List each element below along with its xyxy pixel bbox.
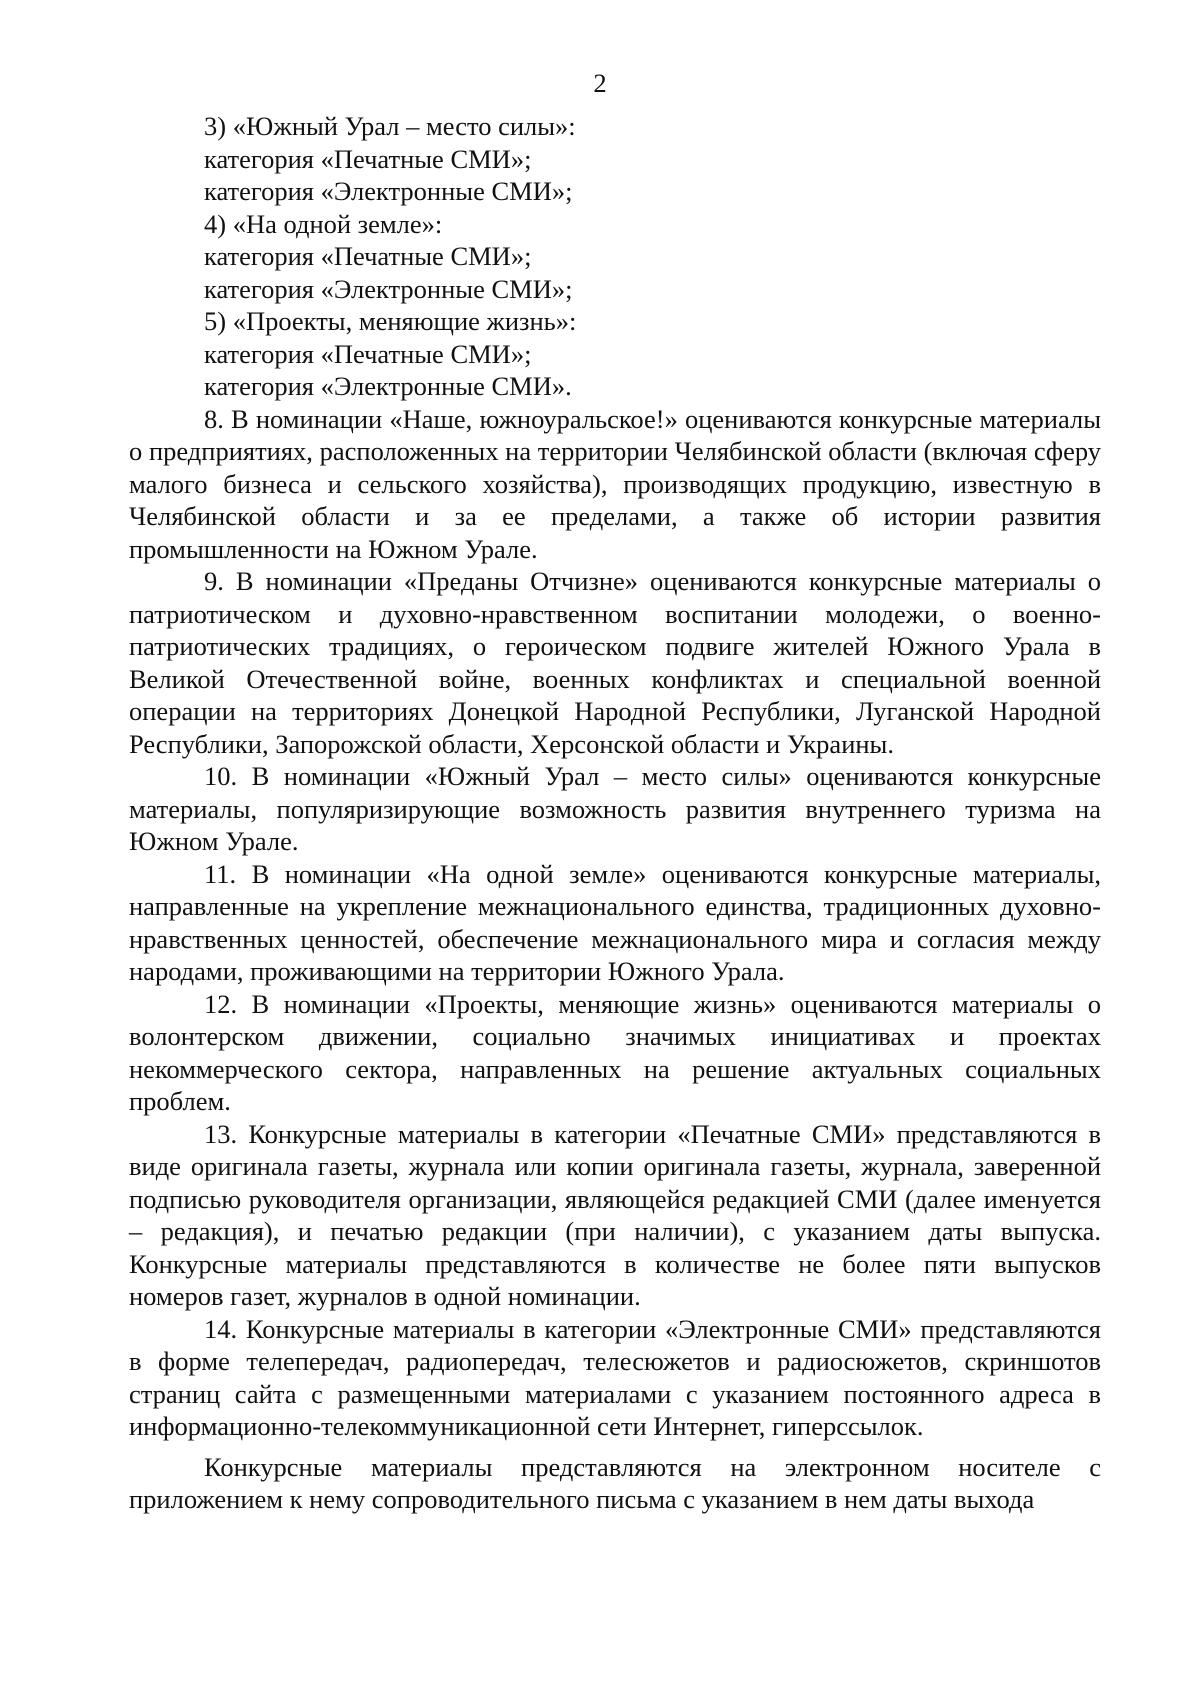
list-item: категория «Печатные СМИ»; [204, 143, 532, 174]
paragraph-13: 13. Конкурсные материалы в категории «Печатные СМИ» представляются в виде оригинала газеты, журнала или копии оригинала газеты, журнала, заверенной подписью руководителя организации, являющейся редакцией СМИ (далее именуется – редакция), и печатью редакции (при наличии), с указанием даты выпуска. Конкурсные материалы представляются в количестве не более пяти выпусков номеров газет, журналов в одной номинации. [129, 1118, 1101, 1311]
list-item: 3) «Южный Урал – место силы»: [204, 111, 576, 141]
paragraph-9: 9. В номинации «Преданы Отчизне» оцениваются конкурсные материалы о патриотическом и духовно-нравственном воспитании молодежи, о военно-патриотических традициях, о героическом подвиге жителей Южного Урала в Великой Отечественной войне, военных конфликтах и специальной военной операции на территориях Донецкой Народной Республики, Луганской Народной Республики, Запорожской области, Херсонской области и Украины. [129, 566, 1101, 759]
paragraph-gap [129, 1443, 1101, 1451]
list-item: 5) «Проекты, меняющие жизнь»: [204, 306, 577, 336]
closing-paragraph: Конкурсные материалы представляются на электронном носителе с приложением к нему сопроводительного письма с указанием в нем даты выхода [129, 1451, 1101, 1514]
page-number: 2 [593, 68, 607, 98]
list-item: категория «Печатные СМИ»; [204, 241, 532, 271]
paragraph-8: 8. В номинации «Наше, южноуральское!» оцениваются конкурсные материалы о предприятиях, расположенных на территории Челябинской области (включая сферу малого бизнеса и сельского хозяйства), производящих продукцию, известную в Челябинской области и за ее пределами, а также об истории развития промышленности на Южном Урале. [129, 403, 1101, 564]
paragraph-14: 14. Конкурсные материалы в категории «Электронные СМИ» представляются в форме телепередач, радиопередач, телесюжетов и радиосюжетов, скриншотов страниц сайта с размещенными материалами с указанием постоянного адреса в информационно-телекоммуникационной сети Интернет, гиперссылок. [129, 1313, 1101, 1441]
list-item: категория «Электронные СМИ»; [204, 176, 573, 206]
list-item: категория «Электронные СМИ». [204, 371, 572, 401]
paragraph-12: 12. В номинации «Проекты, меняющие жизнь» оцениваются материалы о волонтерском движении, социально значимых инициативах и проектах некоммерческого сектора, направленных на решение актуальных социальных проблем. [129, 988, 1101, 1116]
paragraph-10: 10. В номинации «Южный Урал – место силы» оцениваются конкурсные материалы, популяризирующие возможность развития внутреннего туризма на Южном Урале. [129, 761, 1101, 856]
list-item: категория «Электронные СМИ»; [204, 273, 573, 304]
list-item: категория «Печатные СМИ»; [204, 338, 532, 369]
paragraph-11: 11. В номинации «На одной земле» оцениваются конкурсные материалы, направленные на укрепление межнационального единства, традиционных духовно-нравственных ценностей, обеспечение межнационального мира и согласия между народами, проживающими на территории Южного Урала. [129, 858, 1101, 986]
document-body [129, 110, 1101, 1516]
list-item: 4) «На одной земле»: [204, 208, 443, 239]
